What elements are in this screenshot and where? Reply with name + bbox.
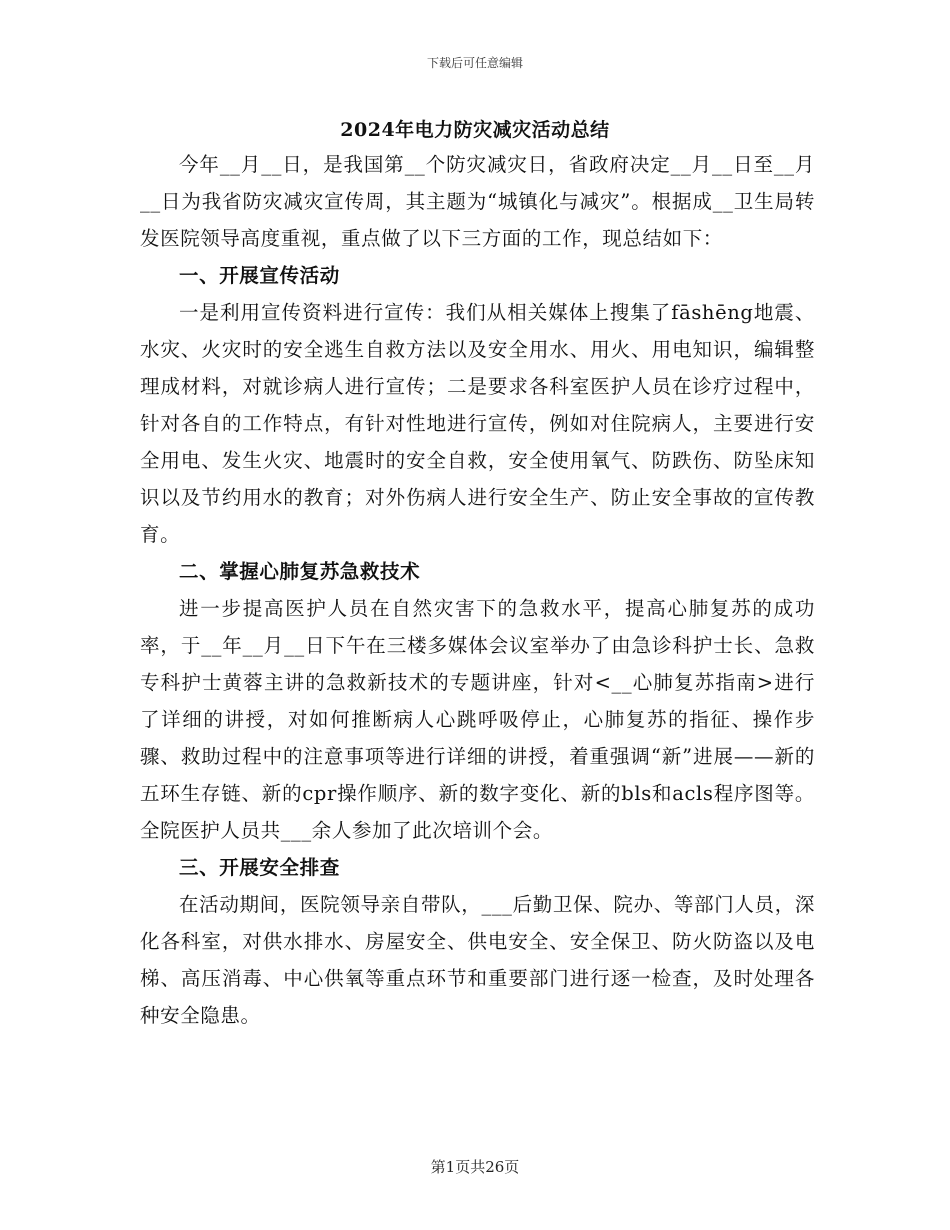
document-body [140,146,815,1034]
section-heading-cpr: 二、掌握心肺复苏急救技术 [179,560,421,583]
section-safety-check-paragraph: 在活动期间，医院领导亲自带队，___后勤卫保、院办、等部门人员，深化各科室，对供水排水、房屋安全、供电安全、安全保卫、防火防盗以及电梯、高压消毒、中心供氧等重点环节和重要部门进行逐一检查，及时处理各种安全隐患。 [140,893,815,1027]
section-heading-publicity: 一、开展宣传活动 [179,264,340,287]
section-cpr-paragraph: 进一步提高医护人员在自然灾害下的急救水平，提高心肺复苏的成功率，于__年__月__日下午在三楼多媒体会议室举办了由急诊科护士长、急救专科护士黄蓉主讲的急救新技术的专题讲座，针对<__心肺复苏指南>进行了详细的讲授，对如何推断病人心跳呼吸停止，心肺复苏的指征、操作步骤、救助过程中的注意事项等进行详细的讲授，着重强调“新”进展——新的五环生存链、新的cpr操作顺序、新的数字变化、新的bls和acls程序图等。全院医护人员共___余人参加了此次培训个会。 [140,597,815,842]
page-number-footer: 第1页共26页 [430,1158,520,1176]
intro-paragraph: 今年__月__日，是我国第__个防灾减灾日，省政府决定__月__日至__月__日为我省防灾减灾宣传周，其主题为“城镇化与减灾”。根据成__卫生局转发医院领导高度重视，重点做了以下三方面的工作，现总结如下： [140,153,815,250]
header-note: 下载后可任意编辑 [426,56,523,70]
section-publicity-paragraph: 一是利用宣传资料进行宣传：我们从相关媒体上搜集了fāshēng地震、水灾、火灾时的安全逃生自救方法以及安全用水、用火、用电知识，编辑整理成材料，对就诊病人进行宣传；二是要求各科室医护人员在诊疗过程中，针对各自的工作特点，有针对性地进行宣传，例如对住院病人，主要进行安全用电、发生火灾、地震时的安全自救，安全使用氧气、防跌伤、防坠床知识以及节约用水的教育；对外伤病人进行安全生产、防止安全事故的宣传教育。 [140,301,815,546]
document-title: 2024年电力防灾减灾活动总结 [340,119,610,141]
section-heading-safety-check: 三、开展安全排查 [179,856,340,879]
